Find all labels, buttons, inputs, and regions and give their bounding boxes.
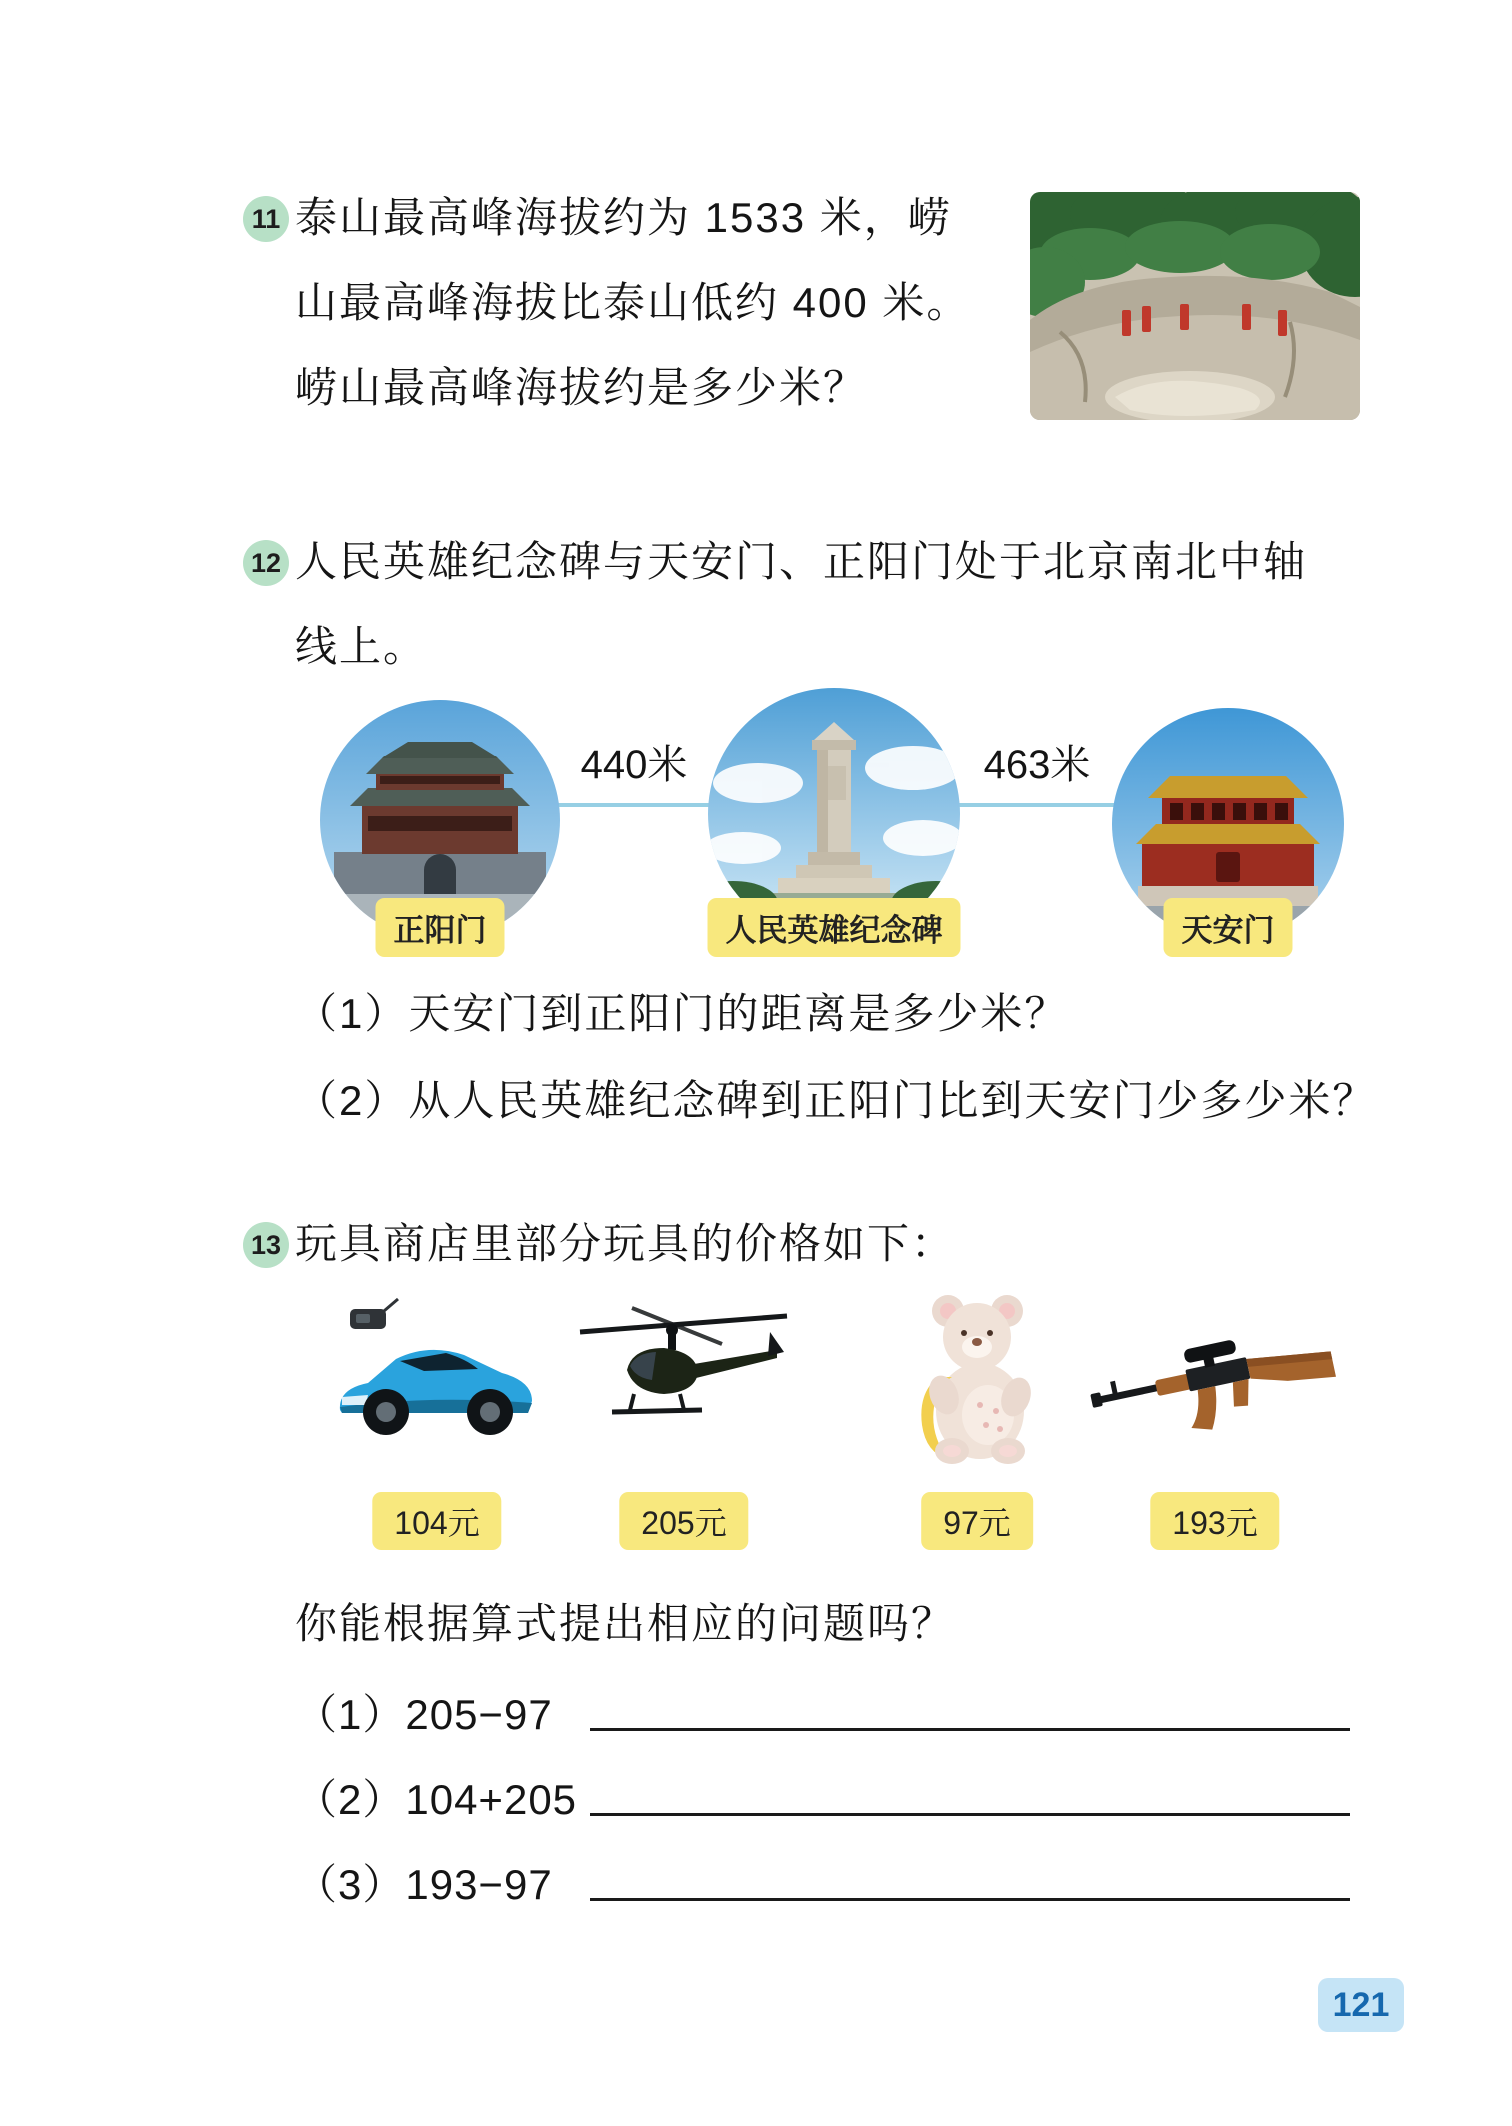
price-toy-rifle: 193元 <box>1150 1492 1279 1550</box>
toy-helicopter-illustration <box>572 1290 797 1455</box>
toy-helicopter-photo <box>572 1290 797 1455</box>
blue-rc-sports-car-photo <box>330 1295 545 1450</box>
label-monument: 人民英雄纪念碑 <box>708 898 961 957</box>
problem-12-text-line-1: 人民英雄纪念碑与天安门、正阳门处于北京南北中轴 <box>295 538 1308 585</box>
problem-13-number-badge: 13 <box>243 1222 289 1268</box>
expression-3: （3）193−97 <box>295 1861 553 1908</box>
price-toy-helicopter: 205元 <box>619 1492 748 1550</box>
problem-11-text-line-1: 泰山最高峰海拔约为 1533 米，崂 <box>295 194 952 241</box>
distance-label-463: 463米 <box>983 743 1091 787</box>
problem-13-prompt: 你能根据算式提出相应的问题吗？ <box>295 1600 956 1647</box>
problem-13-intro: 玩具商店里部分玩具的价格如下： <box>295 1220 956 1267</box>
toy-rifle-illustration <box>1090 1310 1340 1450</box>
problem-11-text-line-2: 山最高峰海拔比泰山低约 400 米。 <box>295 279 971 326</box>
teddy-bear-illustration <box>900 1285 1055 1465</box>
price-teddy-bear: 97元 <box>921 1492 1033 1550</box>
label-zhengyangmen: 正阳门 <box>376 898 505 957</box>
problem-12-question-2: （2）从人民英雄纪念碑到正阳门比到天安门少多少米？ <box>295 1077 1377 1124</box>
problem-12-text-line-2: 线上。 <box>295 623 428 670</box>
price-toy-car: 104元 <box>372 1492 501 1550</box>
problem-11-text-line-3: 崂山最高峰海拔约是多少米？ <box>295 364 868 411</box>
label-tiananmen: 天安门 <box>1164 898 1293 957</box>
distance-label-440: 440米 <box>580 743 688 787</box>
laoshan-mountain-illustration <box>1030 192 1360 420</box>
expression-1: （1）205−97 <box>295 1691 553 1738</box>
laoshan-mountain-photo <box>1030 192 1360 420</box>
page-number-badge: 121 <box>1318 1978 1404 2032</box>
toy-rifle-photo <box>1090 1310 1340 1450</box>
answer-line-1 <box>590 1672 1350 1731</box>
expression-2: （2）104+205 <box>295 1776 578 1823</box>
answer-line-2 <box>590 1757 1350 1816</box>
toy-car-illustration <box>330 1295 545 1450</box>
problem-12-number-badge: 12 <box>243 540 289 586</box>
problem-12-question-1: （1）天安门到正阳门的距离是多少米？ <box>295 990 1069 1037</box>
problem-11-number-badge: 11 <box>243 196 289 242</box>
teddy-bear-photo <box>900 1285 1055 1465</box>
answer-line-3 <box>590 1842 1350 1901</box>
